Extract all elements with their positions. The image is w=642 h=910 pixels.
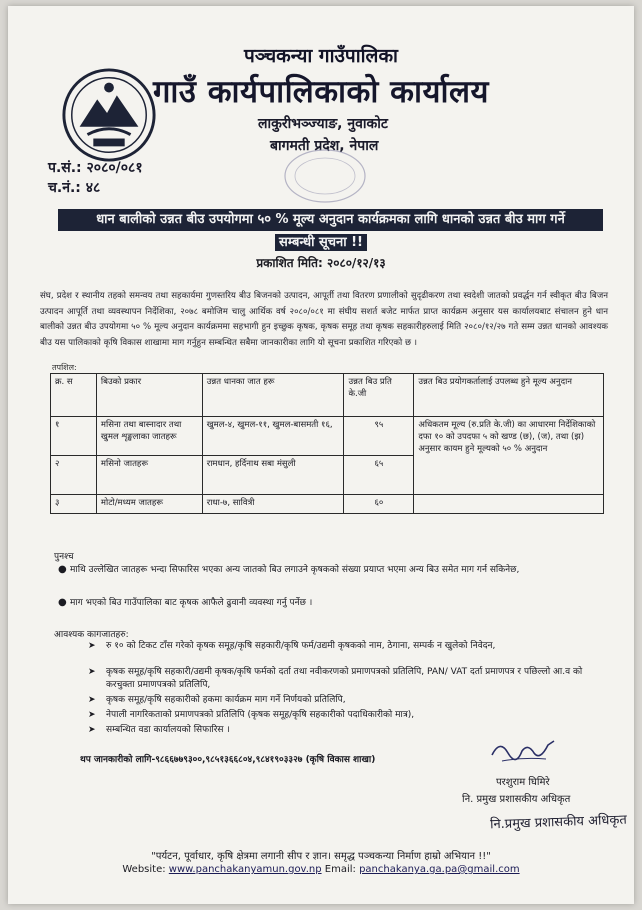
arrow-bullet-icon: ➤ — [88, 641, 96, 651]
arrow-bullet-icon: ➤ — [88, 695, 96, 705]
notice-title-cont: सम्बन्धी सूचना !! — [275, 234, 367, 251]
arrow-bullet-icon: ➤ — [88, 725, 96, 735]
bullet-icon: ● — [58, 597, 67, 608]
notice-body: संघ, प्रदेश र स्थानीय तहको समन्वय तथा सहकार्यमा गुणस्तरिय बीउ बिजनको उत्पादन, आपूर्ती तथा वितरण प्रणालीको सुदृढीकरण तथा स्वदेशी जातको प्रवर्द्धन गर्न स्वीकृत बीउ बिजन उत्पादन आपूर्ति तथा व्यवस्थापन निर्देशिका, २०७८ बमोजिम चालु आर्थिक वर्ष २०८०/०८१ मा संघीय सशर्त बजेट मार्फत प्राप्त कार्यक्रम अनुसार यस कार्यालयबाट संचालन हुने धान बालीको उन्नत बीउ उपयोगमा ५० % मूल्य अनुदान कार्यक्रममा सहभागी हुन इच्छुक कृषक, कृषक समूह तथा कृषक सहकारीहरुलाई मिति २०८०/१२/२७ गते सम्म उन्नत धानको आवश्यक बीउ यस पालिकाको कृषि विकास शाखामा माग गर्नुहुन सम्बन्धित सबैमा जानकारीका लागि यो सूचना प्रकाशित गरिएको छ । — [40, 291, 608, 348]
cell-sn: २ — [51, 456, 97, 495]
signer-title: नि. प्रमुख प्रशासकीय अधिकृत — [462, 794, 571, 805]
arrow-bullet-icon: ➤ — [88, 710, 96, 720]
address-line-1: लाकुरीभञ्ज्याङ, नुवाकोट — [258, 116, 388, 132]
cell-seed-type: मसिना तथा बास्नादार तथा खुमल शृङ्खलाका जातहरू — [96, 417, 202, 456]
table-row — [51, 417, 604, 456]
cell-seed-type: मोटो/मध्यम जातहरू — [96, 495, 202, 514]
email-label: Email: — [324, 864, 356, 875]
col-header-subsidy: उन्नत बिउ प्रयोगकर्तालाई उपलब्ध हुने मूल्य अनुदान — [414, 374, 604, 417]
published-date: प्रकाशित मिति: २०८०/१२/१३ — [256, 256, 386, 270]
table-header-row — [51, 374, 604, 417]
details-label: तपशिल: — [52, 363, 77, 372]
note-text: माथि उल्लेखित जातहरू भन्दा सिफारिस भएका अन्य जातको बिउ लगाउने कृषकको संख्या प्रयाप्त भएमा अन्य बिउ समेत माग गर्न सकिनेछ, — [70, 565, 520, 575]
cell-seed-type: मसिनो जातहरू — [96, 456, 202, 495]
letter-ref-number: प.सं.: २०८०/०८१ — [48, 160, 143, 176]
cell-varieties: रामधान, हर्दिनाथ सबा मंसुली — [202, 456, 344, 495]
cell-subsidy: अधिकतम मूल्य (रु.प्रति के.जी) का आधारमा निर्देशिकाको दफा १० को उपदफा ५ को खण्ड (छ), (ज), तथा (झ) अनुसार कायम हुने मूल्यको ५० % अनुदान — [414, 417, 604, 495]
document-text: कृषक समूह/कृषि सहकारीको हकमा कार्यक्रम माग गर्ने निर्णयको प्रतिलिपि, — [106, 695, 346, 705]
note-item — [58, 563, 590, 577]
notes-heading: पुनश्च — [54, 552, 74, 562]
notice-title: धान बालीको उन्नत बीउ उपयोगमा ५० % मूल्य अनुदान कार्यक्रमका लागि धानको उन्नत बीउ माग गर्ने — [58, 209, 603, 231]
document-text: रु १० को टिकट टाँस गरेको कृषक समूह/कृषि सहकारी/कृषि फर्म/उद्यमी कृषकको नाम, ठेगाना, सम्पर्क न खुलेको निवेदन, — [106, 641, 496, 651]
email-link[interactable]: panchakanya.ga.pa@gmail.com — [359, 864, 520, 875]
signature-mark — [488, 733, 558, 767]
bullet-icon: ● — [58, 564, 67, 575]
col-header-sn: क्र. स — [51, 374, 97, 417]
notice-title-line-2 — [8, 232, 634, 250]
cell-price: ६० — [344, 495, 414, 514]
cell-price: ९५ — [344, 417, 414, 456]
seed-table — [50, 373, 604, 514]
col-header-varieties: उन्नत धानका जात हरू — [202, 374, 344, 417]
cell-price: ६५ — [344, 456, 414, 495]
document-text: नेपाली नागरिकताको प्रमाणपत्रको प्रतिलिपि (कृषक समूह/कृषि सहकारीको पदाधिकारीको मात्र), — [106, 710, 415, 720]
table-row — [51, 495, 604, 514]
documents-heading: आवश्यक कागजातहरु: — [54, 630, 129, 640]
arrow-bullet-icon: ➤ — [88, 667, 96, 677]
footer-slogan: "पर्यटन, पूर्वाधार, कृषि क्षेत्रमा लगानी सीप र ज्ञान। समृद्ध पञ्चकन्या निर्माण हाम्रो अभियान !!" — [151, 851, 491, 862]
document-item — [88, 694, 606, 707]
cell-sn: १ — [51, 417, 97, 456]
website-label: Website: — [122, 864, 166, 875]
document-text: कृषक समूह/कृषि सहकारी/उद्यमी कृषक/कृषि फर्मको दर्ता तथा नवीकरणको प्रमाणपत्रको प्रतिलिपि, PAN/ VAT दर्ता प्रमाणपत्र र पछिल्लो आ.व को करचुक्ता प्रमाणपत्रको प्रतिलिपि, — [106, 667, 583, 690]
cell-varieties: खुमल-४, खुमल-११, खुमल-बासमती १६, — [202, 417, 344, 456]
designation-stamp: नि.प्रमुख प्रशासकीय अधिकृत — [489, 812, 628, 833]
footer-contact — [8, 864, 634, 875]
cell-empty — [414, 495, 604, 514]
col-header-seed-type: बिउको प्रकार — [96, 374, 202, 417]
dispatch-number: च.नं.: ४८ — [48, 180, 101, 196]
document-item — [88, 640, 606, 653]
office-stamp — [270, 146, 380, 204]
document-text: सम्बन्धित वडा कार्यालयको सिफारिस । — [106, 725, 230, 735]
note-item — [58, 596, 590, 610]
notice-page — [8, 6, 634, 904]
document-item — [88, 666, 606, 692]
document-item — [88, 709, 606, 722]
address-line-2: बागमती प्रदेश, नेपाल — [270, 138, 379, 154]
cell-varieties: राधा-७, सावित्री — [202, 495, 344, 514]
signer-name: परशुराम घिमिरे — [496, 777, 550, 788]
note-text: माग भएको बिउ गाउँपालिका बाट कृषक आफैले ढुवानी व्यवस्था गर्नु पर्नेछ । — [70, 598, 313, 608]
col-header-price: उन्नत बिउ प्रति के.जी — [344, 374, 414, 417]
office-name: गाउँ कार्यपालिकाको कार्यालय — [152, 74, 490, 110]
contact-info: थप जानकारीको लागि-९८६६७७९३००,९८५१३६६८०४,९८४१९०३३२७ (कृषि विकास शाखा) — [80, 755, 376, 765]
municipality-name: पञ्चकन्या गाउँपालिका — [244, 45, 398, 67]
website-link[interactable]: www.panchakanyamun.gov.np — [168, 864, 322, 875]
cell-sn: ३ — [51, 495, 97, 514]
